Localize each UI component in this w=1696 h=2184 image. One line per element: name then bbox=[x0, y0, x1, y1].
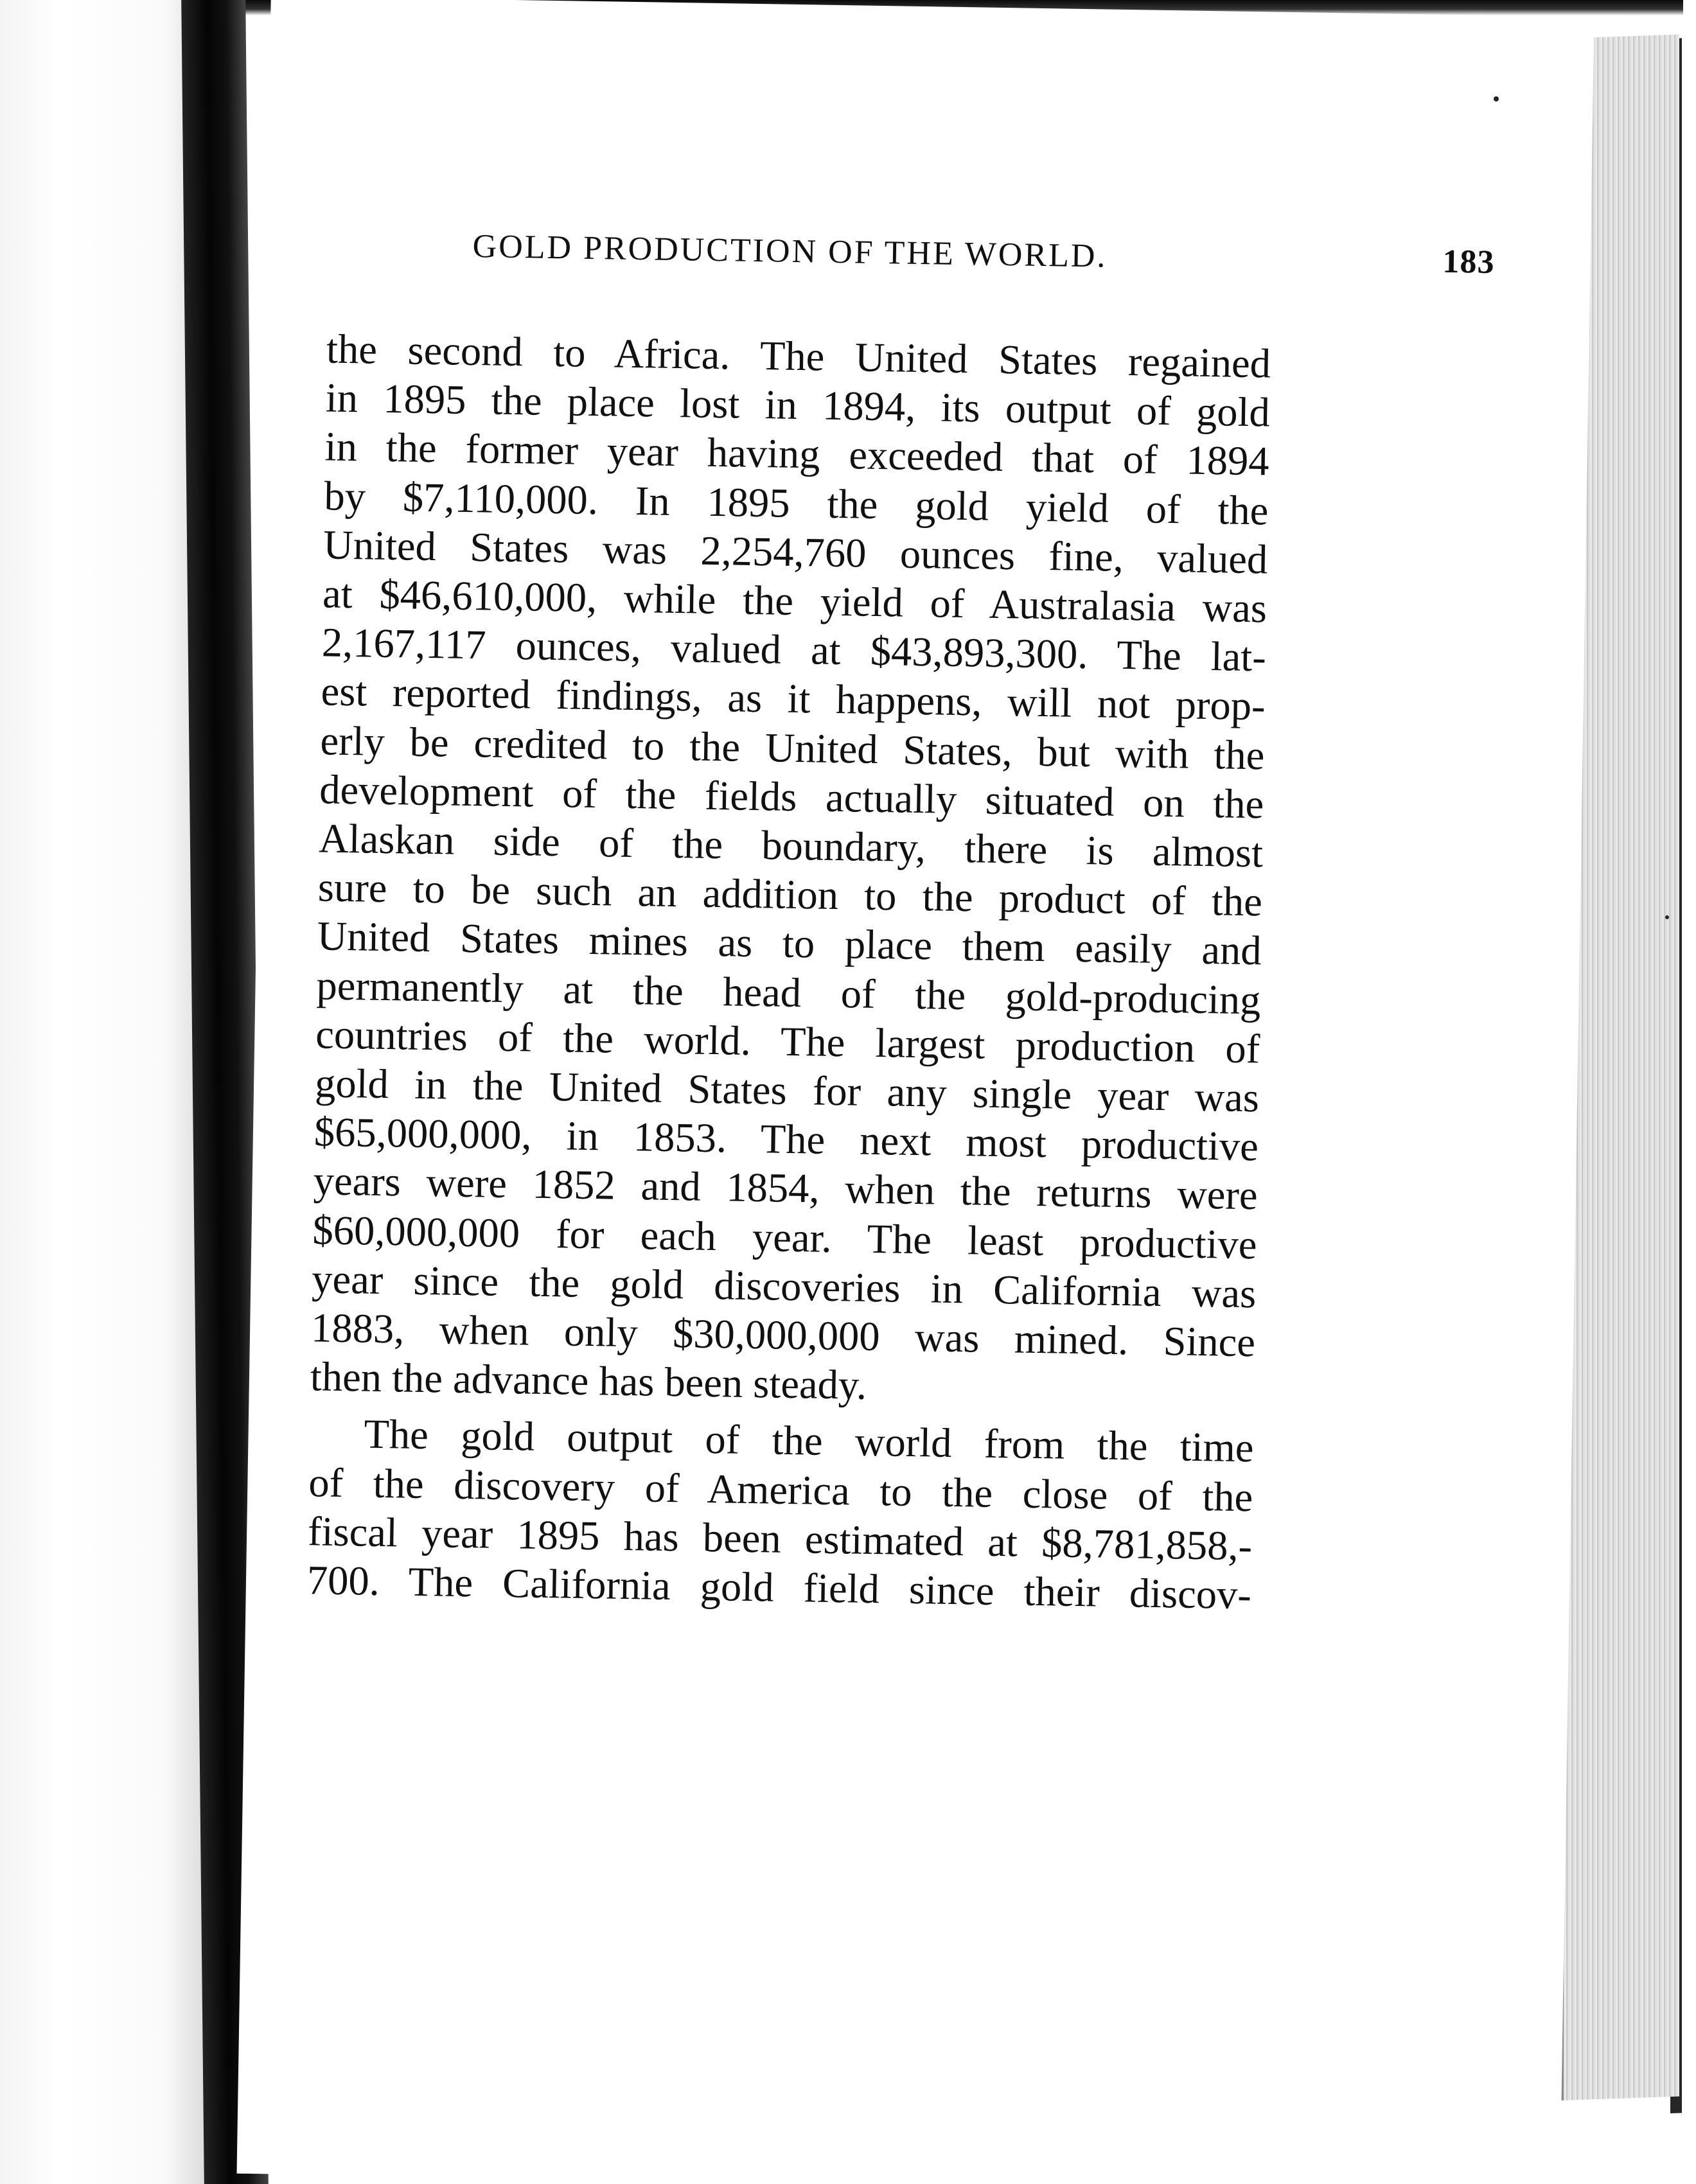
text-line: erly be credited to the United States, but with the bbox=[320, 718, 1265, 779]
text-line: $65,000,000, in 1853. The next most productive bbox=[314, 1109, 1259, 1170]
running-head bbox=[472, 227, 1565, 283]
text-line: Alaskan side of the boundary, there is almost bbox=[318, 815, 1264, 876]
scan-speck bbox=[1494, 96, 1499, 101]
left-page-edge bbox=[0, 0, 206, 2184]
text-line: by $7,110,000. In 1895 the gold yield of the bbox=[323, 473, 1269, 534]
running-head-title: GOLD PRODUCTION OF THE WORLD. bbox=[472, 228, 1108, 275]
text-line: gold in the United States for any single year was bbox=[314, 1060, 1260, 1121]
text-line: of the discovery of America to the close of the bbox=[308, 1459, 1253, 1520]
book-page bbox=[237, 0, 1594, 2184]
text-line: 700. The California gold field since their discov- bbox=[306, 1557, 1252, 1618]
paragraph-2 bbox=[306, 1409, 1254, 1620]
text-line: development of the fields actually situated on the bbox=[319, 766, 1264, 827]
text-line: est reported findings, as it happens, will not prop- bbox=[321, 668, 1266, 729]
scan-speck bbox=[1665, 915, 1669, 919]
text-line: 2,167,117 ounces, valued at $43,893,300. The lat- bbox=[321, 619, 1267, 680]
text-line: then the advance has been steady. bbox=[310, 1353, 867, 1409]
text-line: years were 1852 and 1854, when the returns were bbox=[313, 1158, 1259, 1219]
text-line: 1883, when only $30,000,000 was mined. Since bbox=[310, 1305, 1256, 1366]
text-line: fiscal year 1895 has been estimated at $8,781,858,- bbox=[307, 1508, 1253, 1569]
paragraph-1 bbox=[310, 324, 1271, 1416]
text-line: year since the gold discoveries in California was bbox=[311, 1256, 1257, 1317]
body-text bbox=[306, 324, 1271, 1619]
text-line: in the former year having exceeded that of 1894 bbox=[324, 423, 1270, 484]
text-line: countries of the world. The largest production of bbox=[315, 1011, 1260, 1072]
text-line: $60,000,000 for each year. The least productive bbox=[312, 1206, 1257, 1268]
text-line: the second to Africa. The United States regained bbox=[326, 326, 1271, 387]
text-line: The gold output of the world from the time bbox=[364, 1411, 1254, 1471]
text-line: sure to be such an addition to the product of the bbox=[317, 864, 1263, 925]
text-line: United States mines as to place them easily and bbox=[317, 913, 1262, 974]
text-line: permanently at the head of the gold-producing bbox=[316, 962, 1261, 1023]
text-line: at $46,610,000, while the yield of Australasia was bbox=[322, 570, 1268, 631]
text-line: in 1895 the place lost in 1894, its output of gold bbox=[325, 374, 1271, 436]
page-number: 183 bbox=[1442, 243, 1495, 281]
text-line: United States was 2,254,760 ounces fine, valued bbox=[322, 522, 1268, 583]
